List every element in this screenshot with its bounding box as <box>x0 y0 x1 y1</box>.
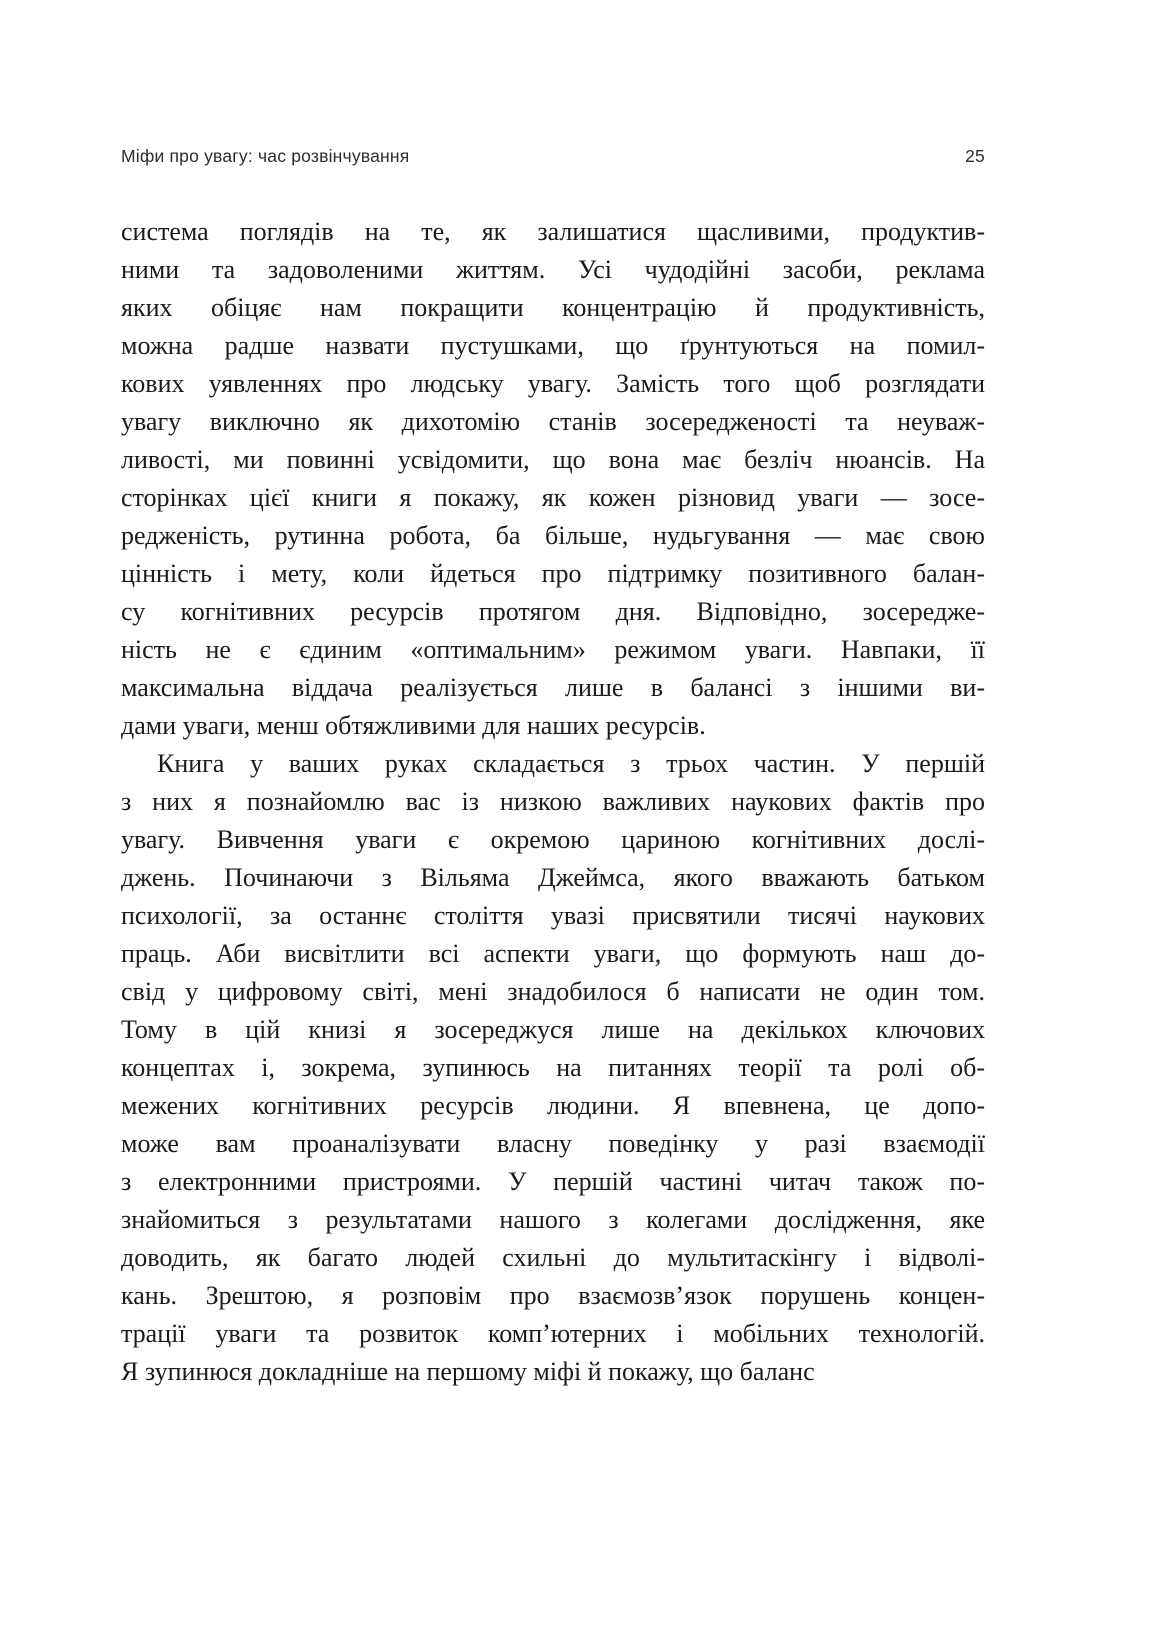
text-line: максимальна віддача реалізується лише в балансі з іншими ви- <box>121 673 985 702</box>
text-block <box>121 213 985 1391</box>
text-line: може вам проаналізувати власну поведінку у разі взаємодії <box>121 1129 985 1158</box>
text-line: увагу виключно як дихотомію станів зосередженості та неуваж- <box>121 407 985 436</box>
text-line: цінність і мету, коли йдеться про підтримку позитивного балан- <box>121 559 985 588</box>
text-line: межених когнітивних ресурсів людини. Я впевнена, це допо- <box>121 1091 985 1120</box>
text-line: ливості, ми повинні усвідомити, що вона має безліч нюансів. На <box>121 445 985 474</box>
text-line: система поглядів на те, як залишатися щасливими, продуктив- <box>121 217 985 246</box>
text-line: з електронними пристроями. У першій частині читач також по- <box>121 1167 985 1196</box>
text-line: ність не є єдиним «оптимальним» режимом уваги. Навпаки, її <box>121 635 985 664</box>
text-line: з них я познайомлю вас із низкою важливих наукових фактів про <box>121 787 985 816</box>
text-line: психології, за останнє століття увазі присвятили тисячі наукових <box>121 901 985 930</box>
text-line: редженість, рутинна робота, ба більше, нудьгування — має свою <box>121 521 985 550</box>
text-line: можна радше назвати пустушками, що ґрунтуються на помил- <box>121 331 985 360</box>
text-line: доводить, як багато людей схильні до мультитаскінгу і відволі- <box>121 1243 985 1272</box>
text-line: увагу. Вивчення уваги є окремою цариною когнітивних дослі- <box>121 825 985 854</box>
text-line: Книга у ваших руках складається з трьох частин. У першій <box>157 749 985 778</box>
text-line: Тому в цій книзі я зосереджуся лише на декількох ключових <box>121 1015 985 1044</box>
paragraph <box>121 745 985 1391</box>
text-line: Я зупинюся докладніше на першому міфі й покажу, що баланс <box>121 1357 815 1386</box>
text-line: кових уявленнях про людську увагу. Замість того щоб розглядати <box>121 369 985 398</box>
text-line: джень. Починаючи з Вільяма Джеймса, якого вважають батьком <box>121 863 985 892</box>
page-number: 25 <box>965 146 985 166</box>
text-line: дами уваги, менш обтяжливими для наших ресурсів. <box>121 711 706 740</box>
text-line: праць. Аби висвітлити всі аспекти уваги, що формують наш до- <box>121 939 985 968</box>
text-line: яких обіцяє нам покращити концентрацію й продуктивність, <box>121 293 985 322</box>
text-line: ними та задоволеними життям. Усі чудодійні засоби, реклама <box>121 255 985 284</box>
text-line: су когнітивних ресурсів протягом дня. Відповідно, зосередже- <box>121 597 985 626</box>
text-line: концептах і, зокрема, зупинюсь на питаннях теорії та ролі об- <box>121 1053 985 1082</box>
running-title: Міфи про увагу: час розвінчування <box>121 146 410 166</box>
paragraph <box>121 213 985 745</box>
page-header <box>121 146 985 167</box>
text-line: сторінках цієї книги я покажу, як кожен різновид уваги — зосе- <box>121 483 985 512</box>
text-line: свід у цифровому світі, мені знадобилося б написати не один том. <box>121 977 985 1006</box>
text-line: знайомиться з результатами нашого з колегами дослідження, яке <box>121 1205 985 1234</box>
text-line: кань. Зрештою, я розповім про взаємозв’язок порушень концен- <box>121 1281 985 1310</box>
text-line: трації уваги та розвиток комп’ютерних і мобільних технологій. <box>121 1319 985 1348</box>
